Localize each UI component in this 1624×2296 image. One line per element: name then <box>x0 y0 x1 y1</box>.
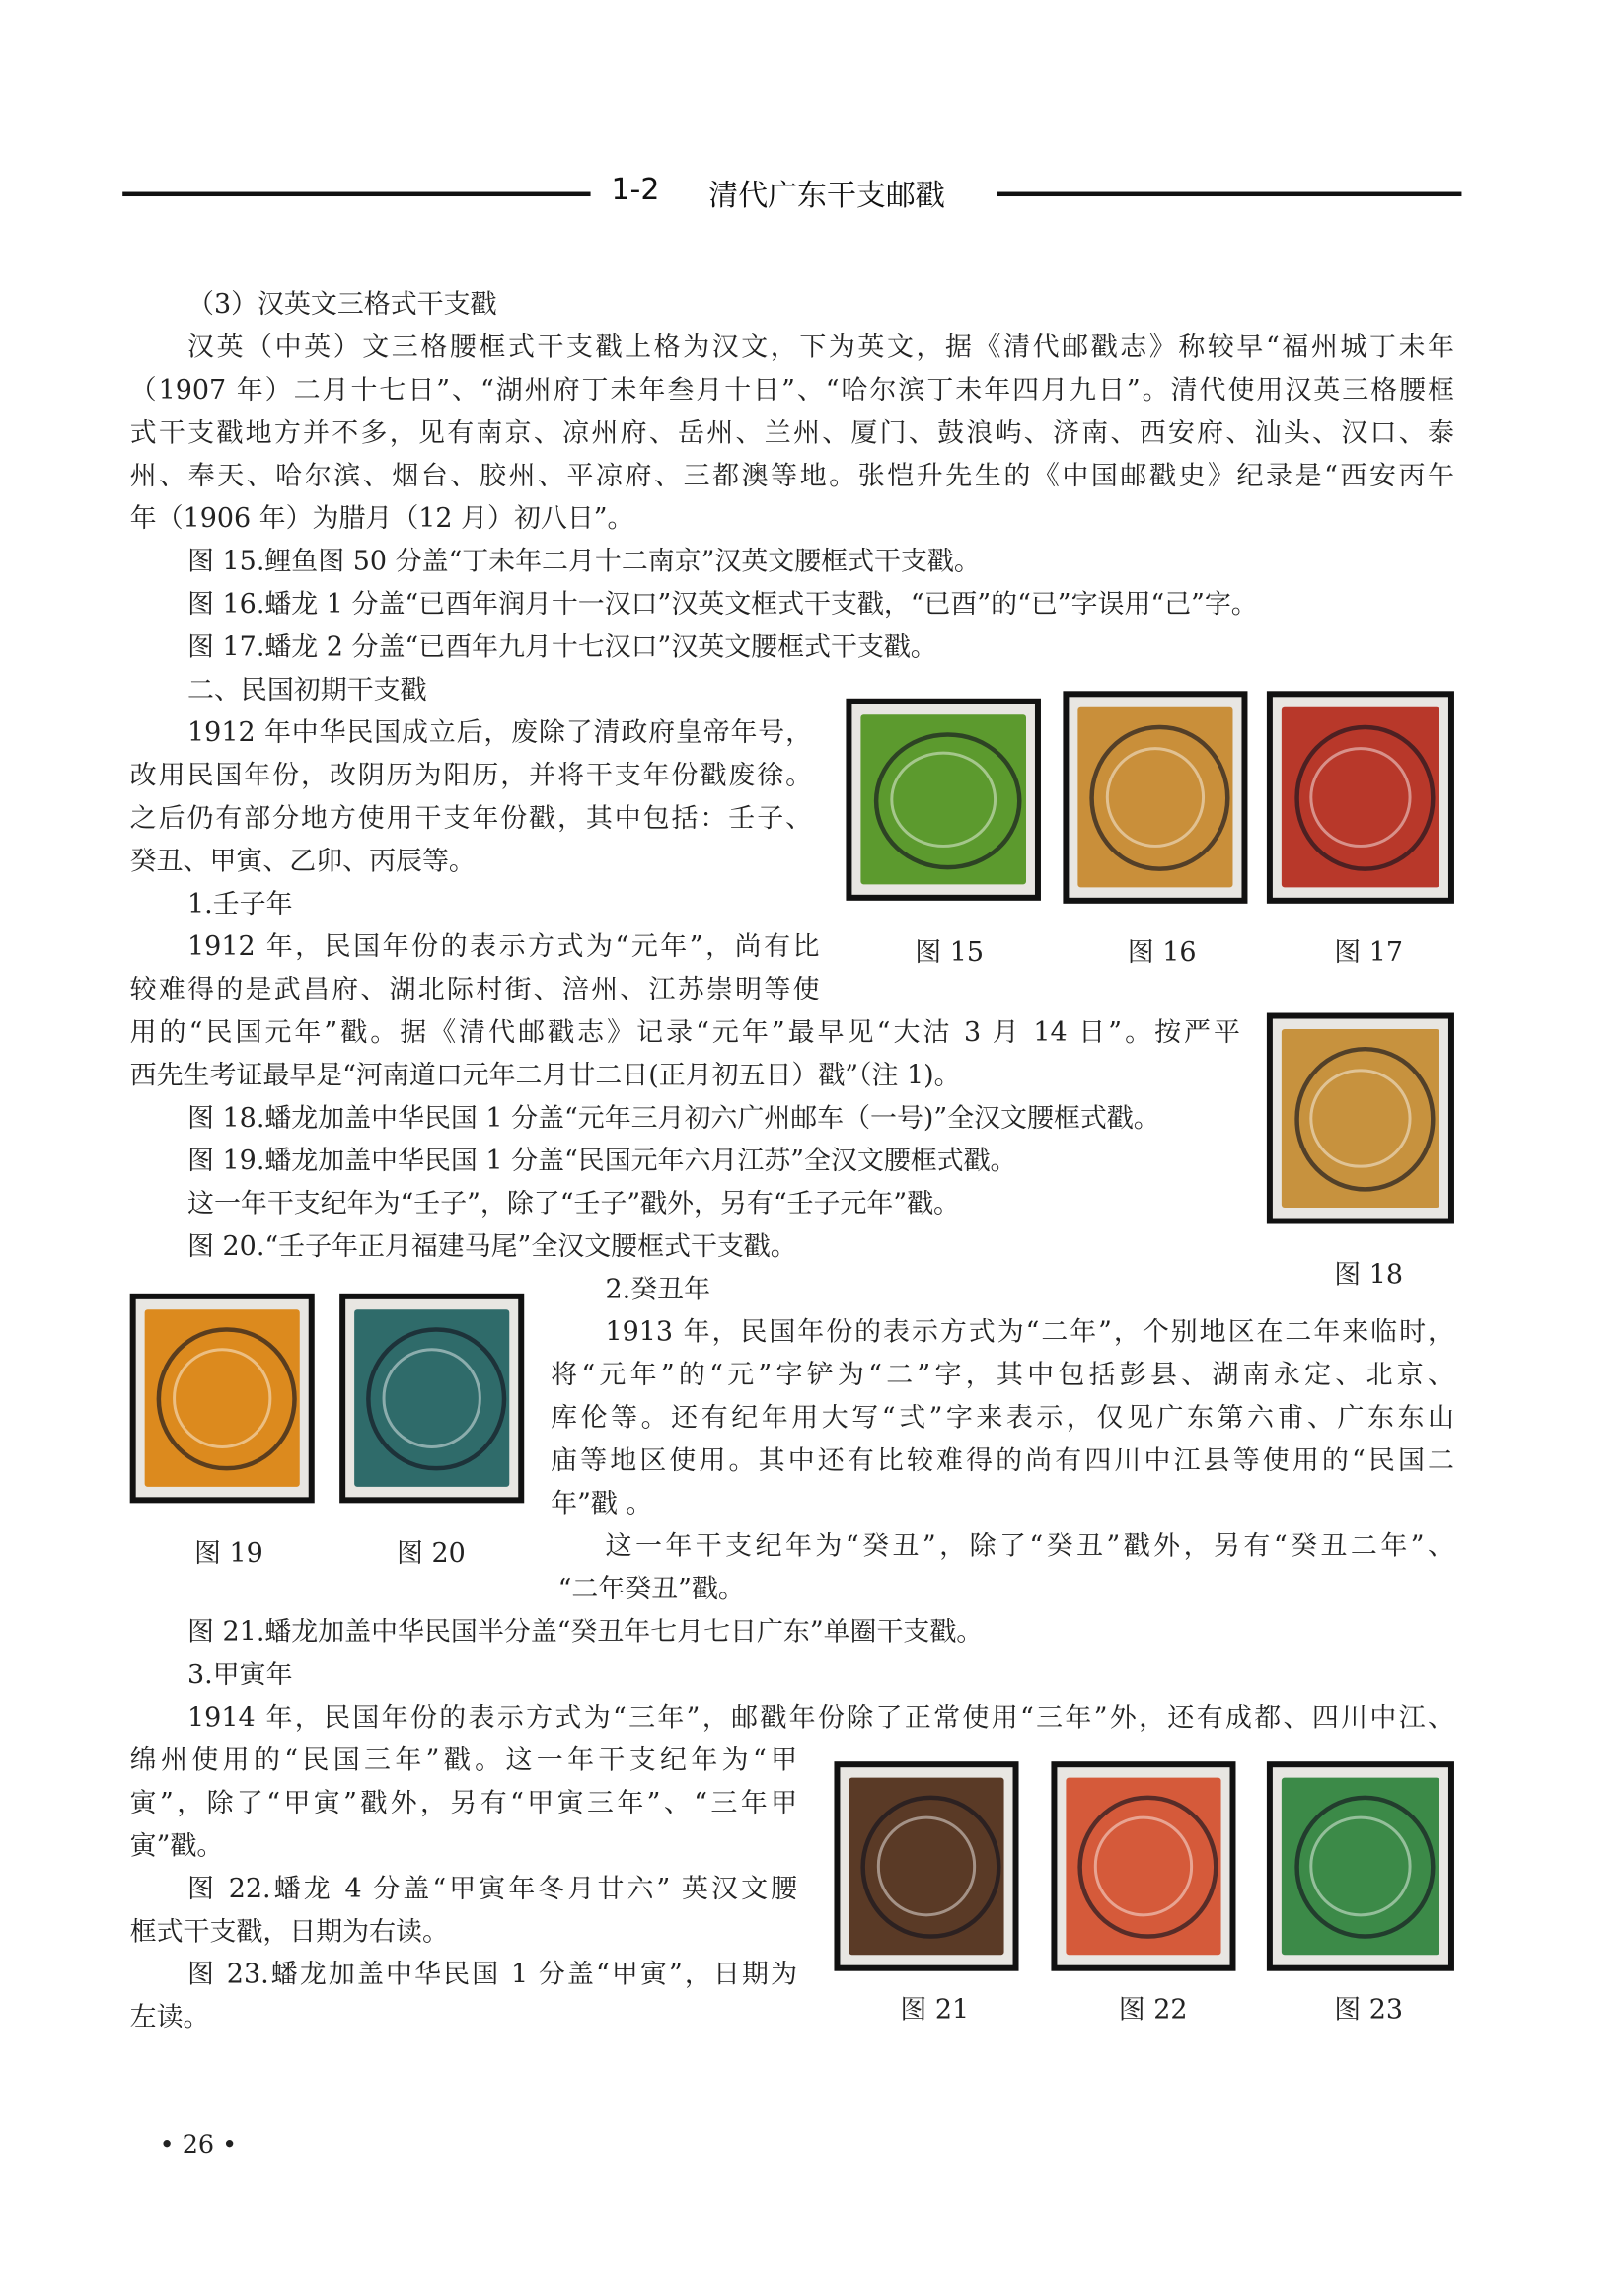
figure-caption: 图 23 <box>1334 1994 1404 2027</box>
text-line: 图 23.蟠龙加盖中华民国 1 分盖“甲寅”，日期为 <box>187 1959 798 1991</box>
text-line: 图 18.蟠龙加盖中华民国 1 分盖“元年三月初六广州邮车（一号)”全汉文腰框式戳。 <box>187 1102 1160 1135</box>
text-line: 寅”戳。 <box>129 1830 224 1862</box>
page-number: • 26 • <box>159 2130 238 2161</box>
text-line: 绵州使用的“民国三年”戳。这一年干支纪年为“甲 <box>129 1744 798 1777</box>
text-line: 改用民国年份，改阴历为阳历，并将干支年份戳废徐。 <box>129 760 813 792</box>
figure-caption: 图 15 <box>915 937 985 969</box>
figure-caption: 图 17 <box>1334 937 1404 969</box>
text-line: 年”戳 。 <box>551 1488 653 1519</box>
text-line: 库伦等。还有纪年用大写“弍”字来表示，仅见广东第六甫、广东东山 <box>551 1402 1454 1435</box>
text-line: 州、奉天、哈尔滨、烟台、胶州、平凉府、三都澳等地。张恺升先生的《中国邮戳史》纪录是“西安丙午 <box>129 460 1454 492</box>
text-line: 图 16.蟠龙 1 分盖“已酉年润月十一汉口”汉英文框式干支戳，“已酉”的“已”字误用“己”字。 <box>187 589 1258 621</box>
stamp-face <box>145 1309 300 1487</box>
text-line: 庙等地区使用。其中还有比较难得的尚有四川中江县等使用的“民国二 <box>551 1444 1454 1477</box>
stamp-image <box>1267 1761 1454 1970</box>
text-line: 图 19.蟠龙加盖中华民国 1 分盖“民国元年六月江苏”全汉文腰框式戳。 <box>187 1146 1017 1177</box>
postmark <box>1294 1796 1436 1939</box>
section-number: 1-2 <box>611 171 660 207</box>
stamp-image <box>339 1294 524 1503</box>
header-rule-right <box>997 192 1461 196</box>
text-line: 1914 年，民国年份的表示方式为“三年”，邮戳年份除了正常使用“三年”外，还有成都、四川中江、 <box>187 1702 1454 1734</box>
stamp-image <box>1267 1013 1454 1224</box>
text-line: 1.壬子年 <box>187 888 293 921</box>
stamp-face <box>849 1778 1003 1956</box>
text-line: 1912 年中华民国成立后，废除了清政府皇帝年号， <box>187 717 813 749</box>
text-line: 3.甲寅年 <box>187 1659 293 1691</box>
text-line: 之后仍有部分地方使用干支年份戳，其中包括：壬子、 <box>129 803 813 835</box>
text-line: 西先生考证最早是“河南道口元年二月廿二日(正月初五日）戳”（注 1)。 <box>129 1060 961 1091</box>
text-line: 年（1906 年）为腊月（12 月）初八日”。 <box>129 503 634 535</box>
stamp-face <box>1282 707 1439 888</box>
text-line: 汉英（中英）文三格腰框式干支戳上格为汉文，下为英文，据《清代邮戳志》称较早“福州城丁未年 <box>187 332 1454 364</box>
text-line: “二年癸丑”戳。 <box>557 1574 745 1605</box>
stamp-face <box>1077 707 1232 888</box>
text-line: （3）汉英文三格式干支戳 <box>187 289 497 321</box>
stamp-image <box>846 699 1041 901</box>
text-line: 左读。 <box>129 2002 210 2034</box>
stamp-image <box>130 1294 315 1503</box>
text-line: 图 17.蟠龙 2 分盖“已酉年九月十七汉口”汉英文腰框式干支戳。 <box>187 631 937 663</box>
text-line: 图 22.蟠龙 4 分盖“甲寅年冬月廿六” 英汉文腰 <box>187 1873 798 1905</box>
stamp-face <box>1282 1029 1439 1208</box>
text-line: 较难得的是武昌府、湖北际村街、涪州、江苏崇明等使 <box>129 974 820 1006</box>
text-line: 图 20.“壬子年正月福建马尾”全汉文腰框式干支戳。 <box>187 1230 797 1263</box>
text-line: 寅”，除了“甲寅”戳外，另有“甲寅三年”、“三年甲 <box>129 1788 798 1819</box>
postmark <box>861 1796 1000 1939</box>
text-line: 这一年干支纪年为“壬子”，除了“壬子”戳外，另有“壬子元年”戳。 <box>187 1188 960 1221</box>
header-rule-left <box>122 192 590 196</box>
figure-caption: 图 20 <box>397 1538 466 1570</box>
text-line: 图 15.鲤鱼图 50 分盖“丁未年二月十二南京”汉英文腰框式干支戳。 <box>187 546 981 578</box>
figure-caption: 图 18 <box>1334 1259 1404 1291</box>
postmark <box>157 1327 296 1470</box>
text-line: 2.癸丑年 <box>605 1274 711 1305</box>
postmark <box>1078 1796 1218 1939</box>
stamp-face <box>354 1309 509 1487</box>
stamp-image <box>1051 1761 1235 1970</box>
stamp-image <box>1267 691 1454 903</box>
stamp-face <box>1282 1778 1439 1956</box>
text-line: 癸丑、甲寅、乙卯、丙辰等。 <box>129 846 476 877</box>
text-line: 二、民国初期干支戳 <box>187 674 427 706</box>
text-line: 将“元年”的“元”字铲为“二”字，其中包括彭县、湖南永定、北京、 <box>551 1360 1454 1391</box>
postmark <box>367 1327 506 1470</box>
text-line: 用的“民国元年”戳。据《清代邮戳志》记录“元年”最早见“大沽 3 月 14 日”。按严平 <box>129 1017 1240 1049</box>
stamp-face <box>1066 1778 1220 1956</box>
postmark <box>1090 725 1229 871</box>
stamp-image <box>1063 691 1247 903</box>
text-line: 框式干支戳，日期为右读。 <box>129 1916 449 1948</box>
text-line: （1907 年）二月十七日”、“湖州府丁未年叁月十日”、“哈尔滨丁未年四月九日”。清代使用汉英三格腰框 <box>129 375 1454 407</box>
stamp-face <box>860 714 1026 884</box>
text-line: 这一年干支纪年为“癸丑”，除了“癸丑”戳外，另有“癸丑二年”、 <box>605 1530 1454 1563</box>
figure-caption: 图 16 <box>1127 937 1197 969</box>
text-line: 1912 年，民国年份的表示方式为“元年”，尚有比 <box>187 931 820 963</box>
text-line: 1913 年，民国年份的表示方式为“二年”，个别地区在二年来临时， <box>605 1316 1454 1349</box>
stamp-image <box>834 1761 1018 1970</box>
text-line: 式干支戳地方并不多，见有南京、凉州府、岳州、兰州、厦门、鼓浪屿、济南、西安府、汕头、汉口、泰 <box>129 417 1454 449</box>
postmark <box>1294 725 1436 871</box>
text-line: 图 21.蟠龙加盖中华民国半分盖“癸丑年七月七日广东”单圈干支戳。 <box>187 1616 984 1648</box>
page-title: 清代广东干支邮戳 <box>708 177 945 213</box>
figure-caption: 图 22 <box>1118 1994 1188 2027</box>
figure-caption: 图 21 <box>900 1994 970 2027</box>
postmark <box>874 731 1022 869</box>
postmark <box>1294 1047 1436 1192</box>
figure-caption: 图 19 <box>194 1538 263 1570</box>
